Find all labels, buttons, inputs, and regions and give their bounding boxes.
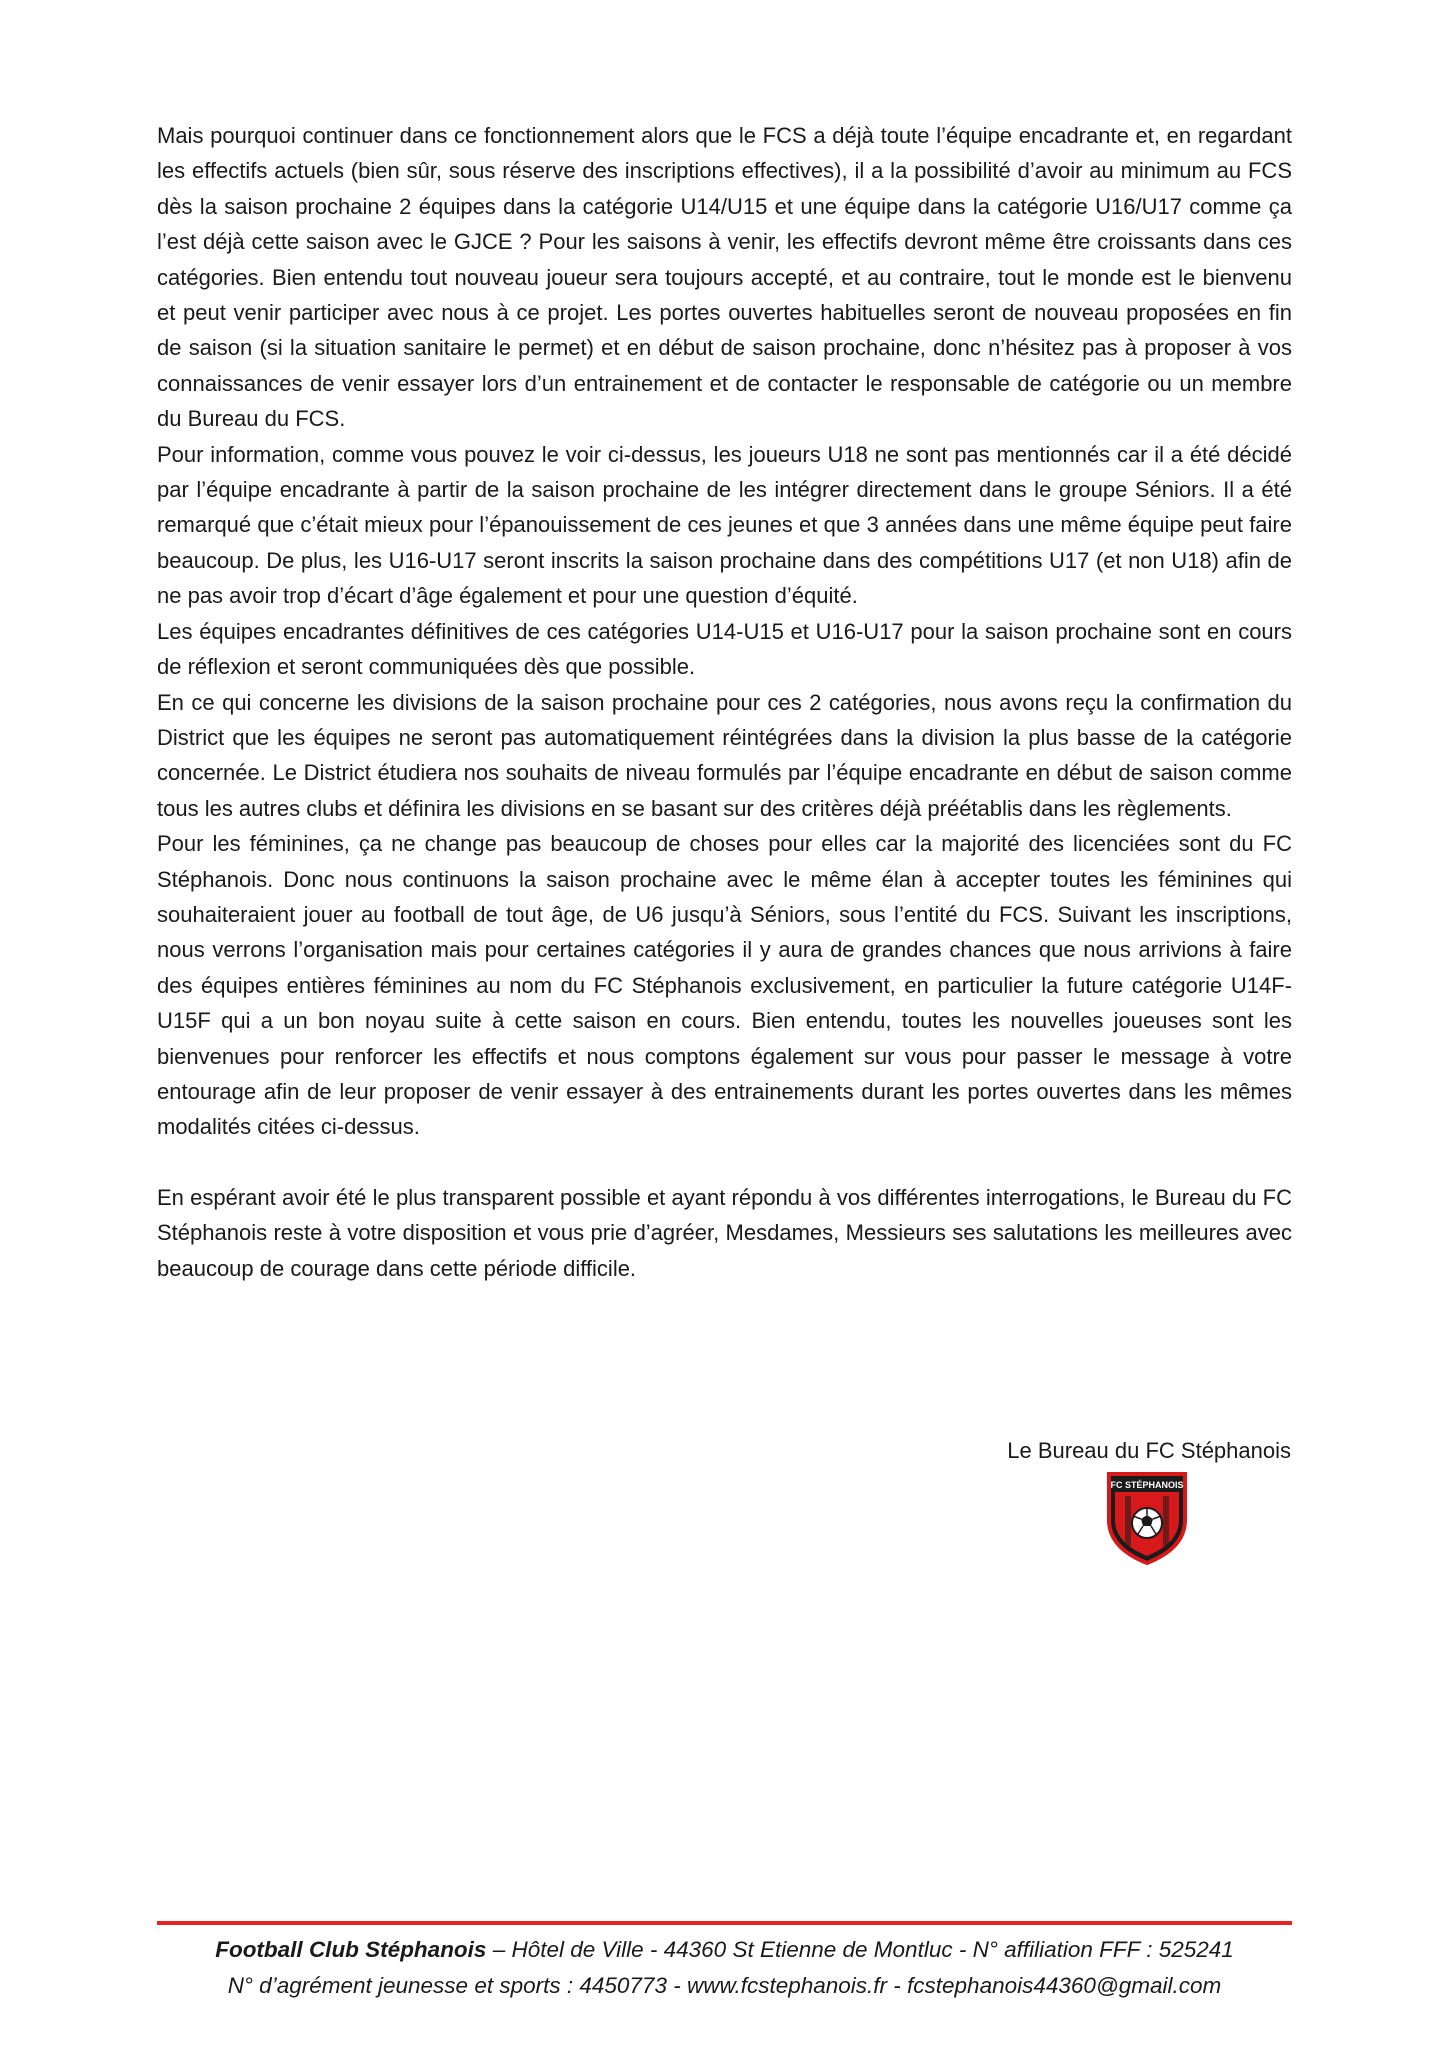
- body-paragraph: Pour les féminines, ça ne change pas beaucoup de choses pour elles car la majorité des licenciées sont du FC Stéphanois. Donc nous continuons la saison prochaine avec le même élan à accepter toutes les féminines qui souhaiteraient jouer au football de tout âge, de U6 jusqu’à Séniors, sous l’entité du FCS. Suivant les inscriptions, nous verrons l’organisation mais pour certaines catégories il y aura de grandes chances que nous arrivions à faire des équipes entières féminines au nom du FC Stéphanois exclusivement, en particulier la future catégorie U14F-U15F qui a un bon noyau suite à cette saison en cours. Bien entendu, toutes les nouvelles joueuses sont les bienvenues pour renforcer les effectifs et nous comptons également sur vous pour passer le message à votre entourage afin de leur proposer de venir essayer à des entrainements durant les portes ouvertes dans les mêmes modalités citées ci-dessus.: [157, 831, 1292, 1140]
- svg-text:FC STÉPHANOIS: FC STÉPHANOIS: [1110, 1480, 1184, 1490]
- club-crest-icon: [1103, 1468, 1191, 1566]
- footer-divider: [157, 1921, 1292, 1925]
- body-paragraph: En ce qui concerne les divisions de la saison prochaine pour ces 2 catégories, nous avons reçu la confirmation du District que les équipes ne seront pas automatiquement réintégrées dans la division la plus basse de la catégorie concernée. Le District étudiera nos souhaits de niveau formulés par l’équipe encadrante en début de saison comme tous les autres clubs et définira les divisions en se basant sur des critères déjà préétablis dans les règlements.: [157, 689, 1292, 821]
- body-paragraph: Pour information, comme vous pouvez le voir ci-dessus, les joueurs U18 ne sont pas mentionnés car il a été décidé par l’équipe encadrante à partir de la saison prochaine de les intégrer directement dans le groupe Séniors. Il a été remarqué que c’était mieux pour l’épanouissement de ces jeunes et que 3 années dans une même équipe peut faire beaucoup. De plus, les U16-U17 seront inscrits la saison prochaine dans des compétitions U17 (et non U18) afin de ne pas avoir trop d’écart d’âge également et pour une question d’équité.: [157, 441, 1292, 609]
- signature: Le Bureau du FC Stéphanois: [1007, 1438, 1291, 1463]
- body-paragraph: Les équipes encadrantes définitives de ces catégories U14-U15 et U16-U17 pour la saison prochaine sont en cours de réflexion et seront communiquées dès que possible.: [157, 618, 1292, 680]
- closing-paragraph: En espérant avoir été le plus transparent possible et ayant répondu à vos différentes interrogations, le Bureau du FC Stéphanois reste à votre disposition et vous prie d’agréer, Mesdames, Messieurs ses salutations les meilleures avec beaucoup de courage dans cette période difficile.: [157, 1184, 1292, 1281]
- letterhead-footer: [157, 1932, 1292, 2004]
- footer-line-1: [157, 1932, 1292, 1968]
- footer-line-2: N° d’agrément jeunesse et sports : 4450773 - www.fcstephanois.fr - fcstephanois44360@gmail.com: [227, 1973, 1222, 1998]
- footer-club-name: Football Club Stéphanois: [215, 1937, 487, 1962]
- body-paragraph: Mais pourquoi continuer dans ce fonctionnement alors que le FCS a déjà toute l’équipe encadrante et, en regardant les effectifs actuels (bien sûr, sous réserve des inscriptions effectives), il a la possibilité d’avoir au minimum au FCS dès la saison prochaine 2 équipes dans la catégorie U14/U15 et une équipe dans la catégorie U16/U17 comme ça l’est déjà cette saison avec le GJCE ? Pour les saisons à venir, les effectifs devront même être croissants dans ces catégories. Bien entendu tout nouveau joueur sera toujours accepté, et au contraire, tout le monde est le bienvenu et peut venir participer avec nous à ce projet. Les portes ouvertes habituelles seront de nouveau proposées en fin de saison (si la situation sanitaire le permet) et en début de saison prochaine, donc n’hésitez pas à proposer à vos connaissances de venir essayer lors d’un entrainement et de contacter le responsable de catégorie ou un membre du Bureau du FCS.: [157, 123, 1292, 432]
- footer-address: – Hôtel de Ville - 44360 St Etienne de Montluc - N° affiliation FFF : 525241: [486, 1937, 1234, 1962]
- letter-body: [157, 118, 1292, 1286]
